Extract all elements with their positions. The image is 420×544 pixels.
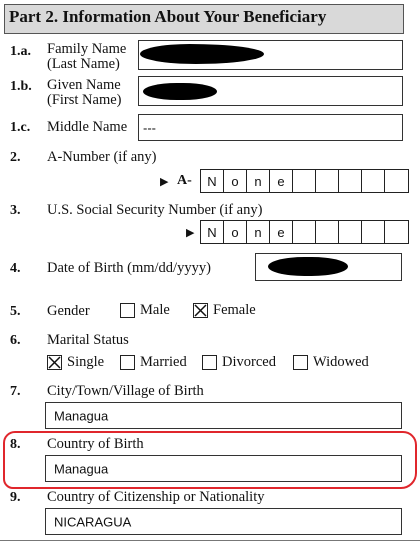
marital-divorced-label: Divorced [222,354,276,370]
q7-number: 7. [10,384,21,399]
gender-male-checkbox[interactable] [120,303,135,318]
marital-single-checkbox[interactable] [47,355,62,370]
city-of-birth-field[interactable] [45,402,402,429]
ssn-cell[interactable]: N [201,221,224,243]
middle-name-field[interactable] [138,114,403,141]
a-number-cell[interactable]: N [201,170,224,192]
a-number-cell[interactable] [293,170,316,192]
marital-married-label: Married [140,354,187,370]
ssn-cells[interactable] [200,220,409,244]
check-x-icon [194,304,207,317]
country-of-birth-value: Managua [54,461,109,476]
q1c-label: Middle Name [47,119,128,135]
q8-label: Country of Birth [47,436,144,452]
a-number-cell[interactable]: e [270,170,293,192]
a-number-prefix: A- [177,173,192,188]
q6-label: Marital Status [47,332,129,348]
gender-female-label: Female [213,302,256,318]
a-number-cell[interactable] [362,170,385,192]
q9-label: Country of Citizenship or Nationality [47,489,265,505]
section-title: Part 2. Information About Your Beneficiary [9,7,327,26]
q1b-label-line1: Given Name [47,77,121,93]
q6-number: 6. [10,333,21,348]
citizenship-field[interactable] [45,508,402,535]
gender-male-label: Male [140,302,170,318]
q1b-label-line2: (First Name) [47,92,122,108]
ssn-cell[interactable] [385,221,408,243]
q5-number: 5. [10,304,21,319]
redaction-mark [268,257,348,276]
a-number-cell[interactable]: o [224,170,247,192]
q1a-label-line2: (Last Name) [47,56,120,72]
a-number-cell[interactable]: n [247,170,270,192]
check-x-icon [48,356,61,369]
ssn-cell[interactable] [316,221,339,243]
country-of-birth-field[interactable] [45,455,402,482]
ssn-cell[interactable]: e [270,221,293,243]
arrow-right-icon: ▶ [160,176,169,188]
a-number-cell[interactable] [339,170,362,192]
q2-label: A-Number (if any) [47,149,157,165]
marital-divorced-checkbox[interactable] [202,355,217,370]
redaction-mark [143,83,217,100]
ssn-cell[interactable] [293,221,316,243]
q2-number: 2. [10,150,21,165]
a-number-cells[interactable] [200,169,409,193]
q1a-label-line1: Family Name [47,41,127,57]
gender-female-checkbox[interactable] [193,303,208,318]
ssn-cell[interactable] [362,221,385,243]
q4-number: 4. [10,261,21,276]
page-edge-line [0,540,420,541]
q3-number: 3. [10,203,21,218]
q1c-number: 1.c. [10,120,31,135]
ssn-cell[interactable]: o [224,221,247,243]
middle-name-value: --- [143,120,156,135]
q9-number: 9. [10,490,21,505]
q3-label: U.S. Social Security Number (if any) [47,202,263,218]
marital-married-checkbox[interactable] [120,355,135,370]
q1b-label [47,78,122,108]
marital-widowed-label: Widowed [313,354,369,370]
q1b-number: 1.b. [10,79,32,94]
q4-label: Date of Birth (mm/dd/yyyy) [47,260,211,276]
q8-number: 8. [10,437,21,452]
q5-label: Gender [47,303,90,319]
a-number-cell[interactable] [316,170,339,192]
q7-label: City/Town/Village of Birth [47,383,204,399]
citizenship-value: NICARAGUA [54,514,132,529]
ssn-cell[interactable] [339,221,362,243]
ssn-cell[interactable]: n [247,221,270,243]
q1a-label [47,42,126,72]
marital-single-label: Single [67,354,105,370]
a-number-cell[interactable] [385,170,408,192]
arrow-right-icon: ▶ [186,227,195,239]
city-of-birth-value: Managua [54,408,109,423]
marital-widowed-checkbox[interactable] [293,355,308,370]
q1a-number: 1.a. [10,44,31,59]
